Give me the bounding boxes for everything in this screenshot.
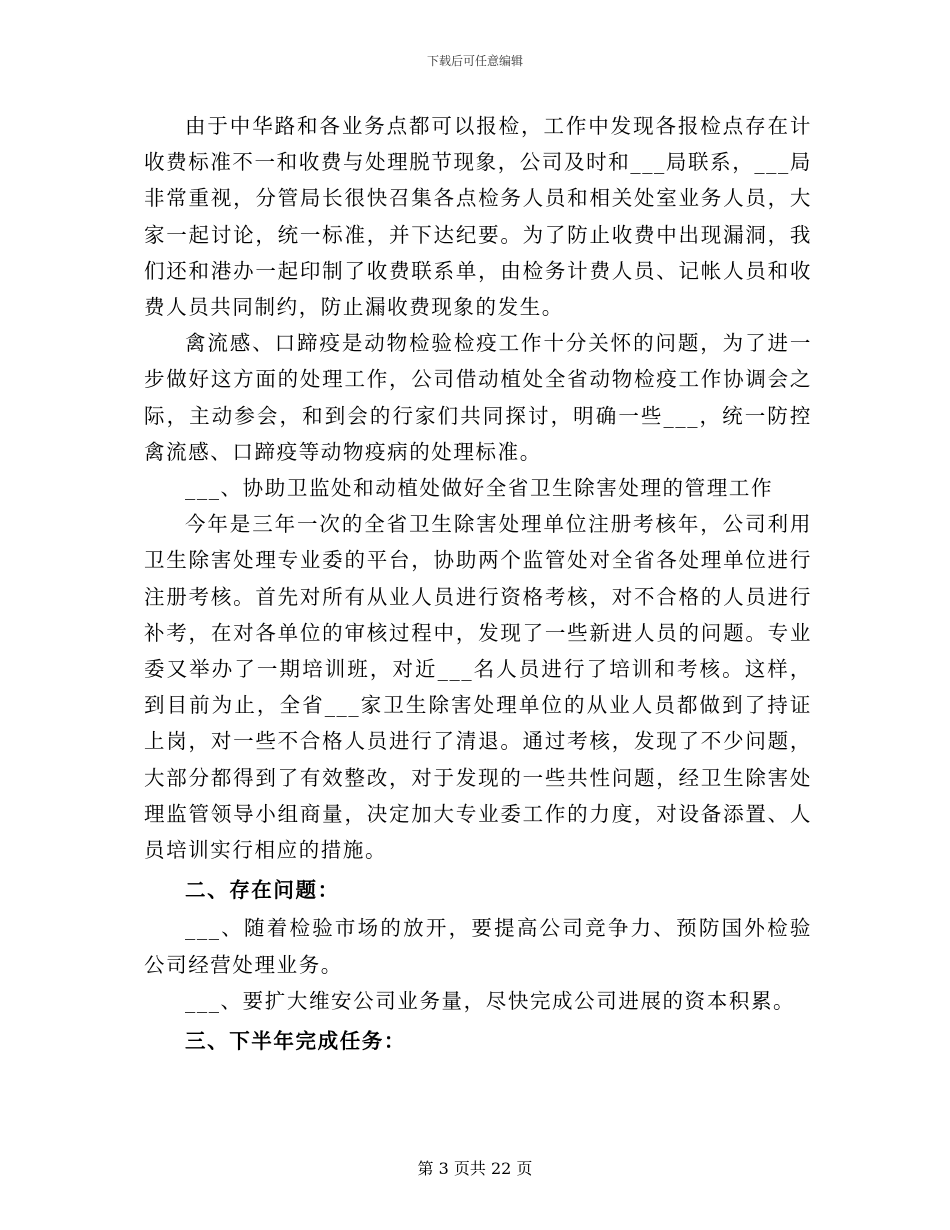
paragraph-fee-standards: 由于中华路和各业务点都可以报检，工作中发现各报检点存在计收费标准不一和收费与处理脱节现象，公司及时和___局联系，___局非常重视，分管局长很快召集各点检务人员和相关处室业务人员，大家一起讨论，统一标准，并下达纪要。为了防止收费中出现漏洞，我们还和港办一起印制了收费联系单，由检务计费人员、记帐人员和收费人员共同制约，防止漏收费现象的发生。 — [144, 114, 812, 320]
section-heading-tasks: 三、下半年完成任务： — [185, 1029, 406, 1054]
paragraph-assist-management: ___、协助卫监处和动植处做好全省卫生除害处理的管理工作 — [185, 476, 774, 501]
paragraph-avian-flu: 禽流感、口蹄疫是动物检验检疫工作十分关怀的问题，为了进一步做好这方面的处理工作，公司借动植处全省动物检疫工作协调会之际，主动参会，和到会的行家们共同探讨，明确一些___，统一防控禽流感、口蹄疫等动物疫病的处理标准。 — [144, 331, 812, 464]
paragraph-problem-1: ___、随着检验市场的放开，要提高公司竞争力、预防国外检验公司经营处理业务。 — [144, 916, 812, 977]
paragraph-registration-review: 今年是三年一次的全省卫生除害处理单位注册考核年，公司利用卫生除害处理专业委的平台，协助两个监管处对全省各处理单位进行注册考核。首先对所有从业人员进行资格考核，对不合格的人员进行补考，在对各单位的审核过程中，发现了一些新进人员的问题。专业委又举办了一期培训班，对近___名人员进行了培训和考核。这样，到目前为止，全省___家卫生除害处理单位的从业人员都做到了持证上岗，对一些不合格人员进行了清退。通过考核，发现了不少问题，大部分都得到了有效整改，对于发现的一些共性问题，经卫生除害处理监管领导小组商量，决定加大专业委工作的力度，对设备添置、人员培训实行相应的措施。 — [144, 512, 812, 863]
section-heading-problems: 二、存在问题： — [185, 878, 340, 903]
paragraph-problem-2: ___、要扩大维安公司业务量，尽快完成公司进展的资本积累。 — [185, 988, 796, 1013]
page-footer: 第 3 页共 22 页 — [417, 1159, 533, 1178]
document-body — [144, 108, 812, 1061]
page-header: 下载后可任意编辑 — [426, 54, 523, 68]
